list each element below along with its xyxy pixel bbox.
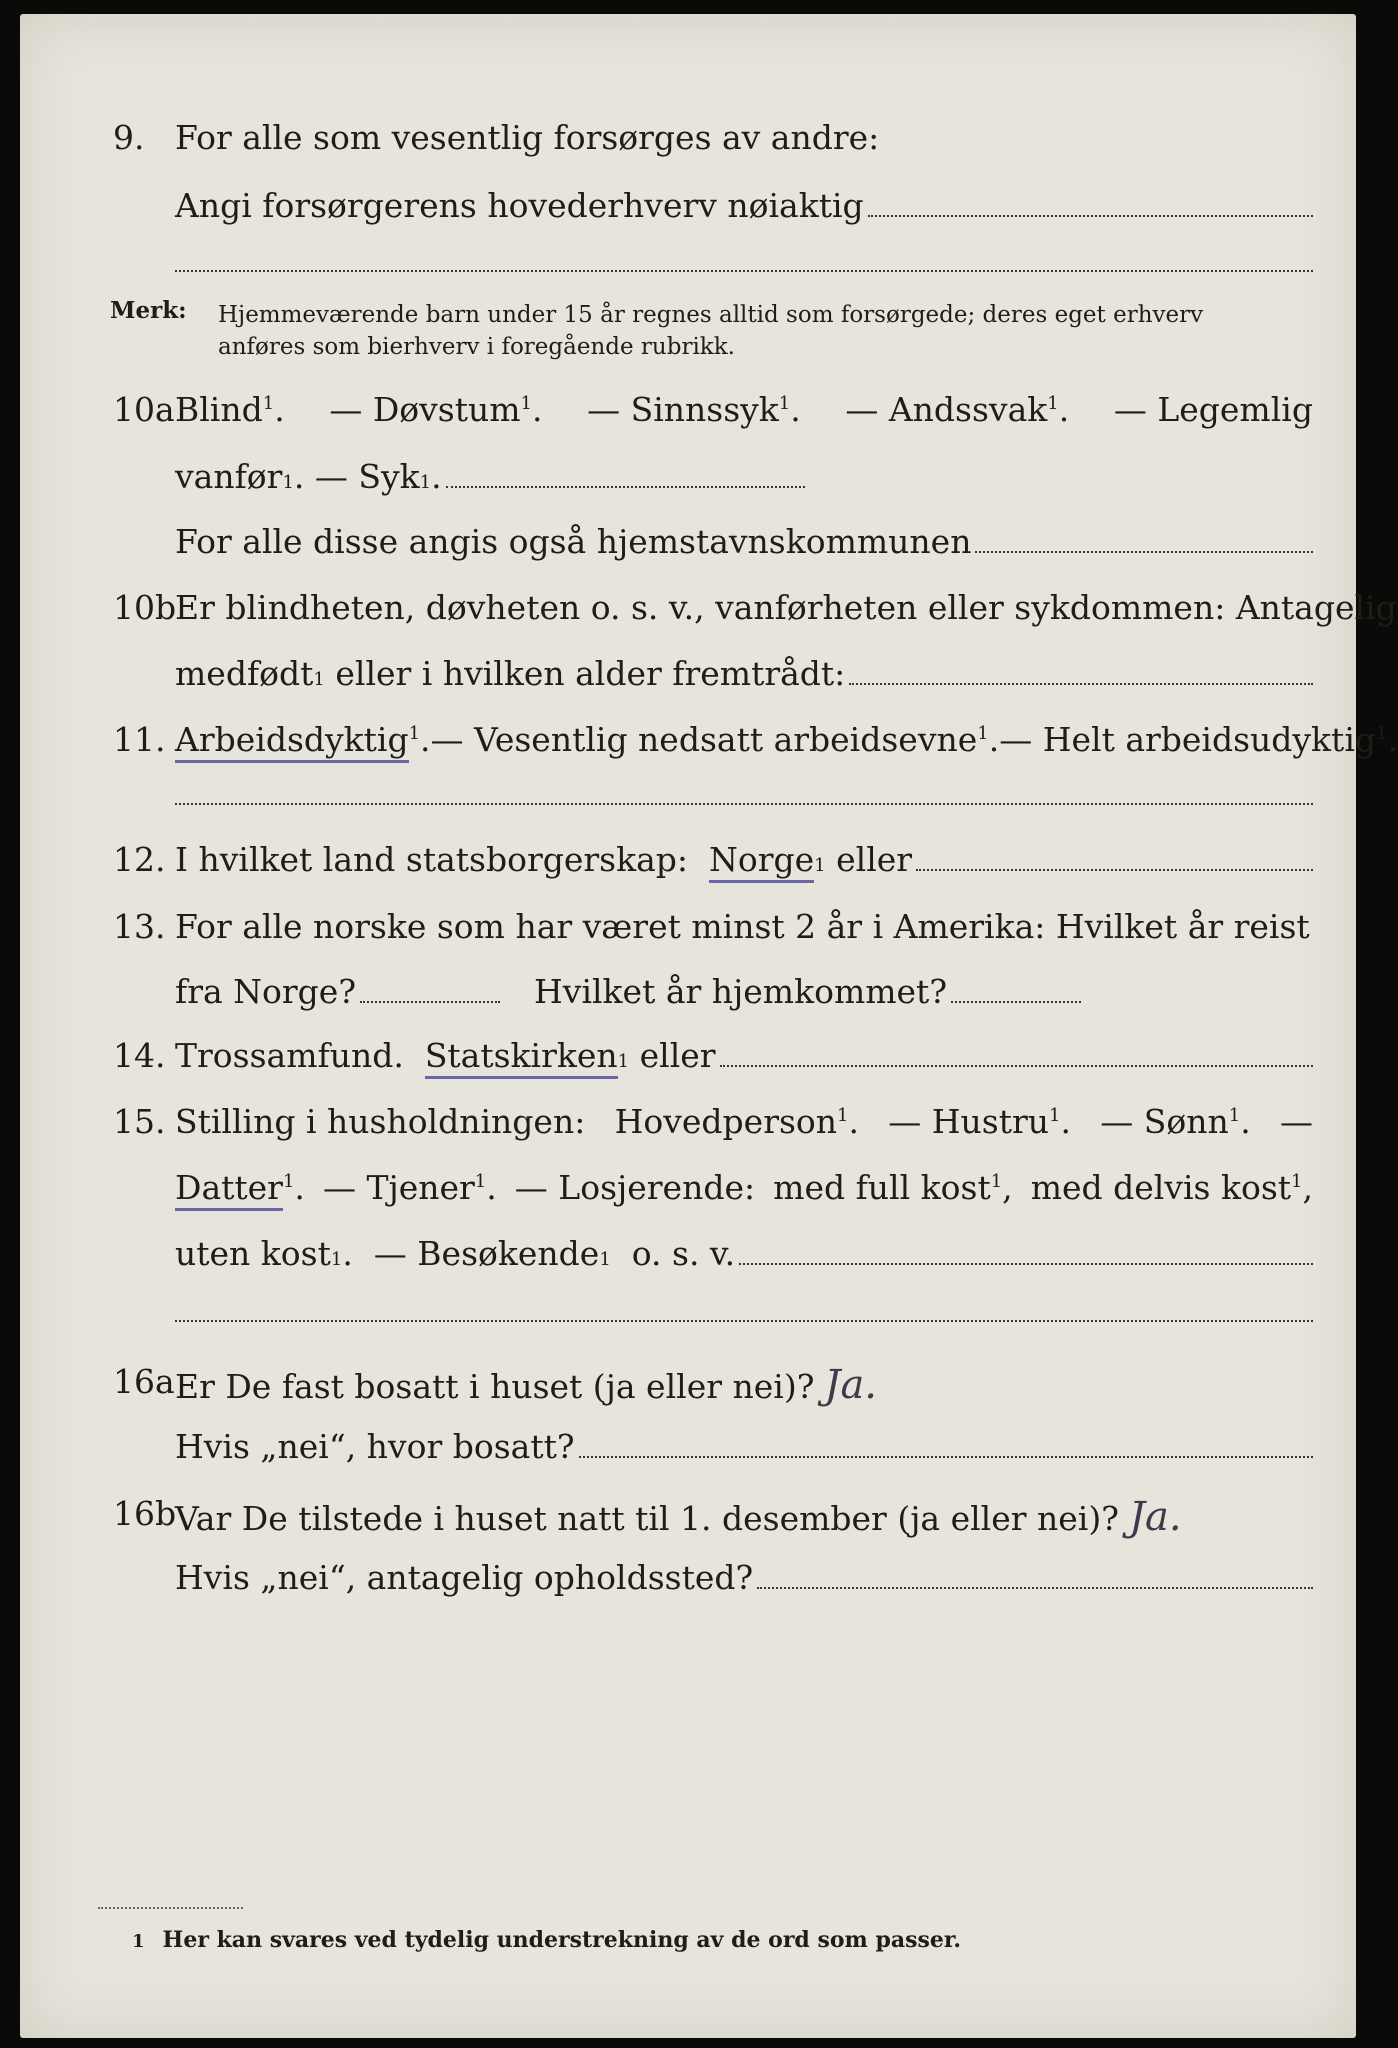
q10b-line1: Er blindheten, døvheten o. s. v., vanførheten eller sykdommen: Antagelig: [175, 588, 1397, 627]
answer-line[interactable]: [175, 803, 1313, 805]
answer-line[interactable]: [951, 1001, 1081, 1003]
footnote-separator: [98, 1907, 243, 1909]
q15-line2: Datter$^1$. — Tjener$^1$. — Losjerende: med full kost$^1$, med delvis kost$^1$,: [175, 1168, 1313, 1207]
handwritten-answer: Ja.: [1128, 1494, 1182, 1540]
question-number-16b: 16b: [113, 1494, 177, 1533]
underlined-answer: Datter: [175, 1168, 283, 1211]
census-form-page: [20, 14, 1398, 2038]
question-number-11: 11.: [113, 720, 166, 759]
q13-line1: For alle norske som har været minst 2 år i Amerika: Hvilket år reist: [175, 907, 1310, 946]
q10a-line1: Blind$^1$. — Døvstum$^1$. — Sinnssyk$^1$. — Andssvak$^1$. — Legemlig: [175, 390, 1313, 429]
question-number-13: 13.: [113, 907, 166, 946]
answer-line[interactable]: [975, 551, 1313, 553]
q11-line1: Arbeidsdyktig$^1$. — Vesentlig nedsatt arbeidsevne$^1$. — Helt arbeidsudyktig$^1$.: [175, 720, 1313, 759]
q9-line1: For alle som vesentlig forsørges av andre:: [175, 118, 880, 157]
q15-line3: uten kost 1 . — Besøkende 1 o. s. v.: [175, 1234, 1313, 1273]
merk-text-line1: Hjemmeværende barn under 15 år regnes alltid som forsørgede; deres eget erhverv: [218, 302, 1204, 328]
answer-line[interactable]: [757, 1587, 1313, 1589]
answer-line[interactable]: [446, 486, 805, 488]
underlined-answer: Arbeidsdyktig: [175, 720, 409, 763]
question-number-16a: 16a: [113, 1362, 175, 1401]
q13-line2: fra Norge? Hvilket år hjemkommet?: [175, 972, 1081, 1011]
answer-line[interactable]: [720, 1065, 1313, 1067]
handwritten-answer: Ja.: [824, 1362, 878, 1408]
q12-line: I hvilket land statsborgerskap: Norge 1 eller: [175, 840, 1313, 883]
underlined-answer: Statskirken: [425, 1036, 618, 1079]
q10a-line3: For alle disse angis også hjemstavnskommunen: [175, 522, 1313, 561]
footnote: 1 Her kan svares ved tydelig understrekning av de ord som passer.: [132, 1927, 962, 1953]
q16b-line1: Var De tilstede i huset natt til 1. desember (ja eller nei)? Ja.: [175, 1494, 1182, 1540]
question-number-9: 9.: [113, 118, 145, 157]
answer-line[interactable]: [916, 869, 1313, 871]
question-number-14: 14.: [113, 1036, 166, 1075]
q16b-line2: Hvis „nei“, antagelig opholdssted?: [175, 1558, 1313, 1597]
q10b-line2: medfødt 1 eller i hvilken alder fremtrådt:: [175, 654, 1313, 693]
answer-line[interactable]: [175, 270, 1313, 272]
merk-label: Merk:: [110, 297, 187, 324]
answer-line[interactable]: [739, 1263, 1313, 1265]
question-number-10b: 10b: [113, 588, 177, 627]
q9-line2: Angi forsørgerens hovederhverv nøiaktig: [175, 186, 1313, 225]
q16a-line2: Hvis „nei“, hvor bosatt?: [175, 1427, 1313, 1466]
answer-line[interactable]: [868, 215, 1313, 217]
q10a-line2: vanfør 1 . — Syk 1 .: [175, 457, 805, 496]
merk-text-line2: anføres som bierhverv i foregående rubrikk.: [218, 334, 735, 360]
q15-line1: Stilling i husholdningen: Hovedperson$^1$. — Hustru$^1$. — Sønn$^1$. —: [175, 1102, 1313, 1141]
q16a-line1: Er De fast bosatt i huset (ja eller nei)? Ja.: [175, 1362, 878, 1408]
answer-line[interactable]: [579, 1456, 1313, 1458]
q14-line: Trossamfund. Statskirken 1 eller: [175, 1036, 1313, 1079]
underlined-answer: Norge: [709, 840, 814, 883]
question-number-10a: 10a: [113, 390, 175, 429]
answer-line[interactable]: [360, 1001, 500, 1003]
question-number-15: 15.: [113, 1102, 166, 1141]
answer-line[interactable]: [849, 683, 1313, 685]
question-number-12: 12.: [113, 840, 166, 879]
answer-line[interactable]: [175, 1320, 1313, 1322]
